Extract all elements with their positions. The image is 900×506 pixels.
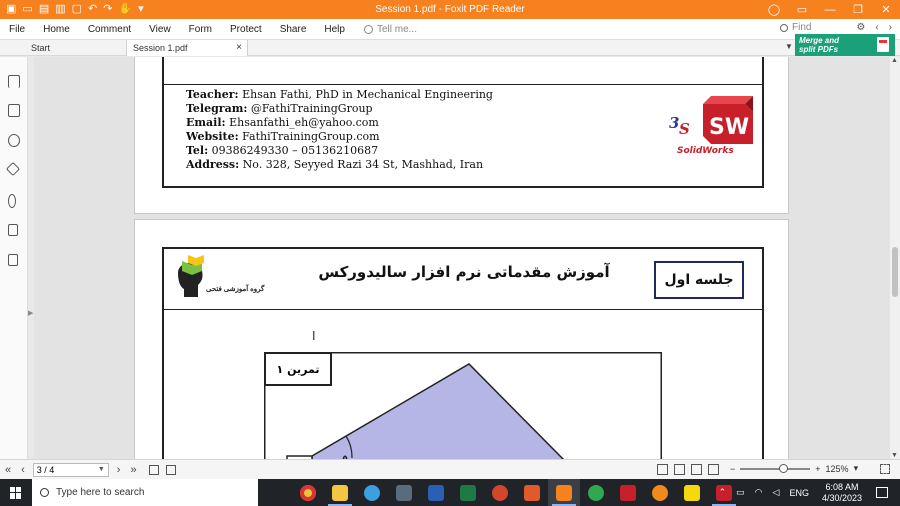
browser-icon [588,485,604,501]
show-hidden-icons-icon[interactable]: ⌃ [718,487,727,497]
save-icon[interactable]: ▤ [38,3,50,15]
camtasia-app[interactable] [516,479,548,506]
next-page-icon[interactable]: › [116,463,121,476]
facing-view-icon[interactable] [691,464,702,475]
file-explorer-app[interactable] [324,479,356,506]
quick-access-toolbar [0,0,144,19]
foxit-logo-icon: ▣ [6,3,17,15]
zoom-dropdown-icon[interactable]: ▾ [853,463,859,473]
frame-divider [164,84,762,85]
svg-text:3: 3 [669,114,680,132]
tab-session-1[interactable] [126,40,248,56]
search-icon [780,24,788,32]
page-layout-icons [657,464,719,475]
edge-app[interactable] [644,479,676,506]
session-label-box: جلسه اول [654,261,744,299]
foxit-reader-app[interactable] [548,479,580,506]
merge-split-promo-button[interactable] [795,34,895,56]
menu-home[interactable]: Home [43,23,70,35]
clock[interactable] [822,482,862,504]
fullscreen-icon[interactable] [880,464,890,474]
calculator-app[interactable] [388,479,420,506]
course-title: آموزش مقدماتی نرم افزار سالیدورکس [318,263,610,281]
folder-icon [332,485,348,501]
menu-form[interactable]: Form [188,23,213,35]
exercise-label-box: تمرین ۱ [264,352,332,386]
copy-page-icon[interactable] [149,465,159,475]
browser-app[interactable] [580,479,612,506]
network-app[interactable] [356,479,388,506]
previous-page-icon[interactable]: ‹ [21,463,25,476]
svg-text:S: S [679,120,690,138]
tab-start-label: Start [31,43,51,53]
word-icon [428,485,444,501]
find-field[interactable] [780,22,811,33]
find-options [856,22,892,33]
single-page-view-icon[interactable] [657,464,668,475]
continuous-view-icon[interactable] [674,464,685,475]
menu-share[interactable]: Share [279,23,307,35]
find-next-icon[interactable]: › [888,22,892,33]
menu-help[interactable]: Help [324,23,345,35]
chrome-icon [300,485,316,501]
contact-website: Website: FathiTrainingGroup.com [186,130,380,144]
expand-panel-icon[interactable]: ▶ [28,310,34,317]
ribbon-options-icon[interactable]: ▭ [796,4,808,16]
signature-icon[interactable] [8,254,18,266]
contact-address: Address: No. 328, Seyyed Razi 34 St, Mashhad, Iran [186,158,484,172]
menu-protect[interactable]: Protect [230,23,262,35]
training-group-logo [172,255,267,305]
svg-text:SW: SW [709,115,750,140]
promo-line2: split PDFs [799,45,839,54]
security-icon[interactable] [8,224,18,236]
menu-comment[interactable]: Comment [87,23,132,35]
promo-line1: Merge and [799,36,840,45]
zoom-level[interactable]: 125% [825,463,849,474]
globe-icon [364,485,380,501]
print-icon[interactable]: ▥ [55,3,66,15]
filezilla-icon [620,485,636,501]
powerpoint-icon [492,485,508,501]
pdf-icon [877,37,889,52]
notification-center-icon[interactable] [876,487,888,498]
zoom-in-icon[interactable]: + [815,463,821,474]
contact-teacher: Teacher: Ehsan Fathi, PhD in Mechanical Engineering [186,88,493,101]
filezilla-app[interactable] [612,479,644,506]
taskbar-search[interactable] [32,479,258,506]
pdf-page-current [134,219,789,459]
start-button[interactable] [0,479,32,506]
hand-tool-icon[interactable]: ✋ [118,3,133,15]
zoom-control [730,463,858,474]
windows-taskbar [0,479,900,506]
layers-icon[interactable] [6,162,20,176]
solidworks-logo-icon [665,96,755,156]
volume-icon[interactable]: ◁ [772,487,780,497]
page-thumbnails-icon[interactable] [8,104,20,117]
wifi-icon[interactable]: ◠ [754,487,763,497]
word-app[interactable] [420,479,452,506]
excel-app[interactable] [452,479,484,506]
language-indicator[interactable]: ENG [789,487,809,498]
notes-icon [684,485,700,501]
chrome-app[interactable] [292,479,324,506]
windows-logo-icon [10,487,22,499]
fit-page-icon[interactable] [166,465,176,475]
pdf-page-previous [134,57,789,214]
excel-icon [460,485,476,501]
account-icon[interactable]: ◯ [767,4,781,16]
zoom-out-icon[interactable]: − [730,463,736,474]
open-folder-icon[interactable]: ▭ [22,3,33,15]
window-controls [760,0,900,19]
lightbulb-icon [364,25,373,34]
contact-info [186,88,493,173]
page-number-field[interactable] [33,463,109,477]
title-bar [0,0,900,19]
sticky-notes-app[interactable] [676,479,708,506]
close-button[interactable]: ✕ [881,4,891,16]
clock-time: 6:08 AM [825,481,859,492]
find-previous-icon[interactable]: ‹ [875,22,879,33]
bookmark-icon[interactable] [8,75,20,88]
tell-me-search[interactable] [364,24,417,35]
page-indicator: 3 / 4 [36,464,55,475]
document-viewport[interactable] [34,57,890,459]
system-tray [714,479,900,506]
new-file-icon[interactable]: ▢ [71,3,83,15]
redo-icon[interactable]: ↷ [103,3,113,15]
find-settings-icon[interactable]: ⚙ [856,22,866,33]
restore-button[interactable]: ❐ [853,4,863,16]
contact-telegram: Telegram: @FathiTrainingGroup [186,102,373,116]
contact-tel: Tel: 09386249330 – 05136210687 [186,144,379,158]
head-book-logo-icon [172,255,267,305]
contact-email: Email: Ehsanfathi_eh@yahoo.com [186,116,379,130]
group-logo-text: گروه آموزشی فتحی [206,286,265,293]
close-tab-icon[interactable]: × [236,42,242,53]
zoom-slider[interactable] [740,468,810,470]
header-divider [164,309,762,310]
calculator-icon [396,485,412,501]
page-frame [162,247,764,459]
find-placeholder: Find [792,22,812,33]
window-title: Session 1.pdf - Foxit PDF Reader [375,4,525,15]
svg-text:SolidWorks: SolidWorks [677,146,734,156]
menu-view[interactable]: View [149,23,171,35]
scroll-up-icon[interactable]: ▲ [891,57,898,64]
camtasia-icon [524,485,540,501]
navigation-panel [0,57,34,459]
edge-icon [652,485,668,501]
first-page-icon[interactable]: « [5,463,12,476]
scroll-down-icon[interactable]: ▼ [891,452,898,459]
minimize-button[interactable]: — [824,3,836,16]
taskbar-search-placeholder: Type here to search [56,487,145,498]
zoom-slider-knob[interactable] [779,464,788,473]
tab-session-1-label: Session 1.pdf [133,43,188,53]
document-tab-bar [0,40,900,56]
scroll-thumb[interactable] [892,247,898,297]
last-page-icon[interactable]: » [130,463,137,476]
status-bar [0,459,900,479]
continuous-facing-view-icon[interactable] [708,464,719,475]
network-icon[interactable]: ▭ [736,487,745,497]
comments-icon[interactable] [8,134,20,147]
page-dropdown-icon[interactable]: ▼ [97,465,105,473]
pinned-apps [292,479,740,506]
clock-date: 4/30/2023 [821,492,862,503]
tab-start[interactable] [25,40,125,56]
attachments-icon[interactable] [8,194,16,208]
text-cursor-icon: I [312,329,316,343]
powerpoint-app[interactable] [484,479,516,506]
tell-me-label: Tell me... [376,23,417,35]
tab-list-dropdown-icon[interactable]: ▼ [785,42,793,51]
undo-icon[interactable]: ↶ [88,3,98,15]
search-icon [40,488,49,497]
menu-bar [0,19,900,40]
foxit-icon [556,485,572,501]
menu-file[interactable]: File [9,23,26,35]
vertical-scrollbar[interactable] [890,57,900,459]
customize-toolbar-icon[interactable]: ▾ [138,3,144,15]
